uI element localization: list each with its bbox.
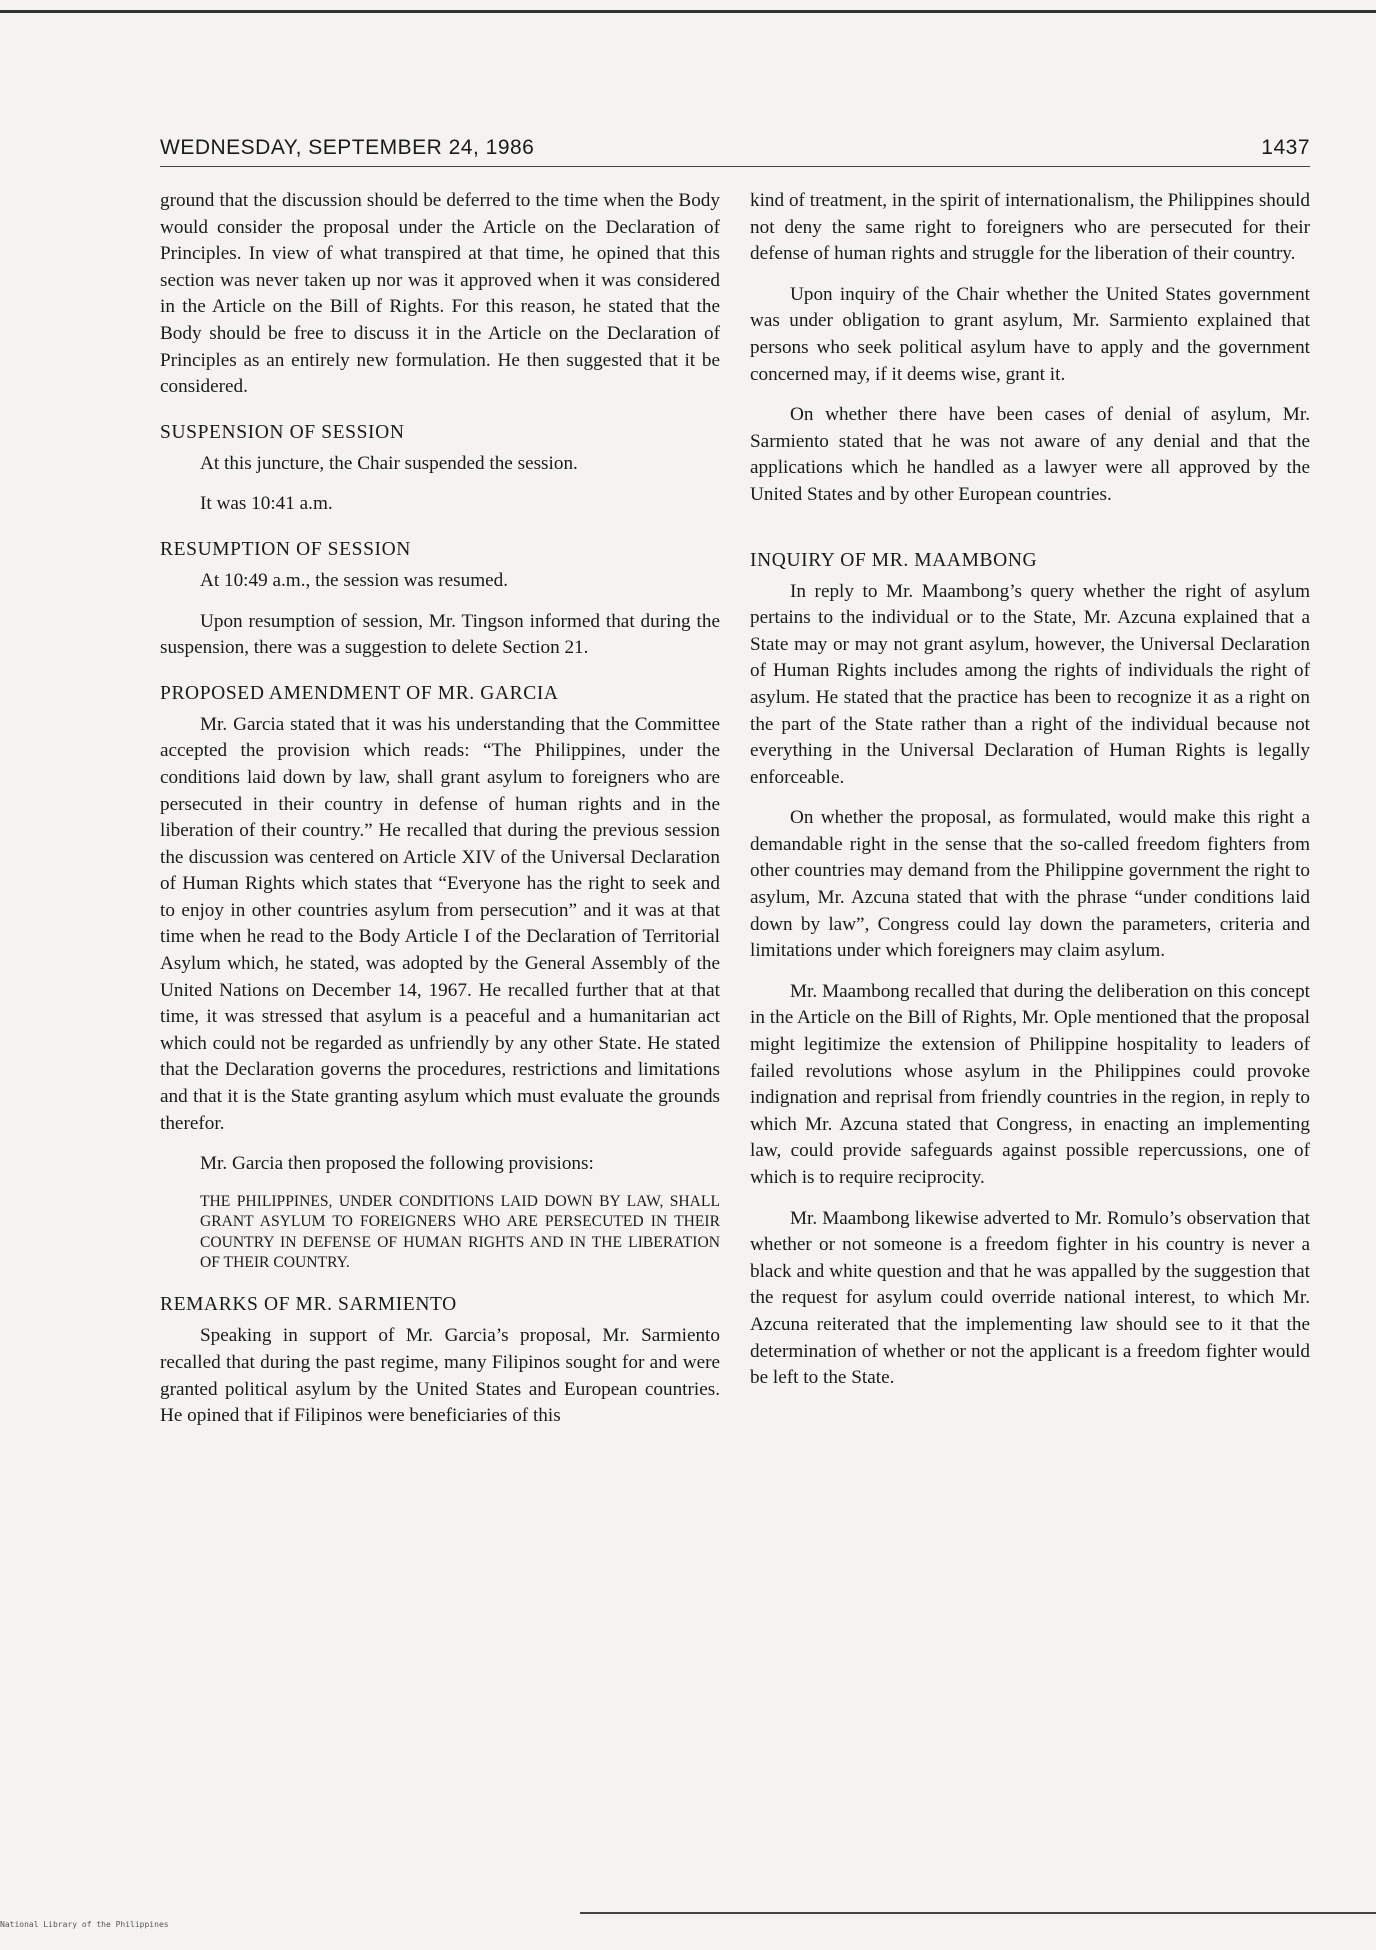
section-heading-amendment: PROPOSED AMENDMENT OF MR. GARCIA <box>160 682 559 704</box>
paragraph: Speaking in support of Mr. Garcia’s proposal, Mr. Sarmiento recalled that during the past regime, many Filipinos sought for and were granted political asylum by the United States and European countries. He opined that if Filipinos were beneficiaries of this <box>160 1325 720 1427</box>
page-number: 1437 <box>1261 136 1310 159</box>
paragraph: Mr. Maambong recalled that during the deliberation on this concept in the Article on the Bill of Rights, Mr. Ople mentioned that the proposal might legitimize the extension of Philippine hospitality to leaders of failed revolutions whose asylum in the Philippines could provoke indignation and reprisal from friendly countries in the region, in reply to which Mr. Azcuna stated that Congress, in enacting an implementing law, could provide safeguards against possible repercussions, one of which is to require reciprocity. <box>750 980 1310 1188</box>
section-heading-inquiry: INQUIRY OF MR. MAAMBONG <box>750 549 1038 571</box>
section-heading-resumption: RESUMPTION OF SESSION <box>160 538 411 560</box>
header-date: WEDNESDAY, SEPTEMBER 24, 1986 <box>160 136 535 159</box>
section-heading-suspension: SUSPENSION OF SESSION <box>160 421 405 443</box>
paragraph: Mr. Maambong likewise adverted to Mr. Romulo’s observation that whether or not someone is a freedom fighter in his country is never a black and white question and that he was appalled by the suggestion that the request for asylum could override national interest, to which Mr. Azcuna reiterated that the implementing law should see to it that the determination of whether or not the applicant is a freedom fighter would be left to the State. <box>750 1207 1310 1389</box>
right-column <box>750 188 1310 1444</box>
section-heading-remarks: REMARKS OF MR. SARMIENTO <box>160 1294 457 1316</box>
left-column <box>160 188 720 1444</box>
paragraph: At 10:49 a.m., the session was resumed. <box>200 569 509 591</box>
paragraph: In reply to Mr. Maambong’s query whether the right of asylum pertains to the individual or to the State, Mr. Azcuna explained that a State may or may not grant asylum, however, the Universal Declaration of Human Rights includes among the rights of individuals the right of asylum. He stated that the practice has been to recognize it as a right on the part of the State rather than a right of the individual because not everything in the Universal Declaration of Human Rights is legally enforceable. <box>750 580 1310 788</box>
paragraph: Upon inquiry of the Chair whether the United States government was under obligation to grant asylum, Mr. Sarmiento explained that persons who seek political asylum have to apply and the government concerned may, if it deems wise, grant it. <box>750 283 1310 385</box>
paragraph: Mr. Garcia then proposed the following provisions: <box>200 1153 594 1175</box>
paragraph: It was 10:41 a.m. <box>200 493 333 515</box>
paragraph: ground that the discussion should be deferred to the time when the Body would consider the proposal under the Article on the Declaration of Principles. In view of what transpired at that time, he opined that this section was never taken up nor was it approved when it was considered in the Article on the Bill of Rights. For this reason, he stated that the Body should be free to discuss it in the Article on the Declaration of Principles as an entirely new formulation. He then suggested that it be considered. <box>160 190 720 398</box>
bottom-rule <box>580 1912 1376 1914</box>
page-header <box>160 136 1310 167</box>
footer-watermark: National Library of the Philippines <box>0 1920 169 1929</box>
two-column-body <box>160 188 1310 1444</box>
paragraph: kind of treatment, in the spirit of internationalism, the Philippines should not deny the same right to foreigners who are persecuted for their defense of human rights and struggle for the liberation of their country. <box>750 190 1310 265</box>
paragraph: Mr. Garcia stated that it was his understanding that the Committee accepted the provision which reads: “The Philippines, under the conditions laid down by law, shall grant asylum to foreigners who are persecuted in their country in defense of human rights and in the liberation of their country.” He recalled that during the previous session the discussion was centered on Article XIV of the Universal Declaration of Human Rights which states that “Everyone has the right to seek and to enjoy in other countries asylum from persecution” and it was at that time when he read to the Body Article I of the Declaration of Territorial Asylum which, he stated, was adopted by the General Assembly of the United Nations on December 14, 1967. He recalled further that at that time, it was stressed that asylum is a peaceful and a humanitarian act which could not be regarded as unfriendly by any other State. He stated that the Declaration governs the procedures, restrictions and limitations and that it is the State granting asylum which must evaluate the grounds therefor. <box>160 713 720 1134</box>
top-rule <box>0 10 1376 13</box>
paragraph: On whether there have been cases of denial of asylum, Mr. Sarmiento stated that he was not aware of any denial and that the applications which he handled as a lawyer were all approved by the United States and by other European countries. <box>750 404 1310 505</box>
paragraph: At this juncture, the Chair suspended the session. <box>200 452 578 474</box>
proposed-provision-quote: THE PHILIPPINES, UNDER CONDITIONS LAID DOWN BY LAW, SHALL GRANT ASYLUM TO FOREIGNERS WHO ARE PERSECUTED IN THEIR COUNTRY IN DEFENSE OF HUMAN RIGHTS AND IN THE LIBERATION OF THEIR COUNTRY. <box>200 1192 720 1272</box>
paragraph: Upon resumption of session, Mr. Tingson informed that during the suspension, there was a suggestion to delete Section 21. <box>160 610 720 659</box>
paragraph: On whether the proposal, as formulated, would make this right a demandable right in the sense that the so-called freedom fighters from other countries may demand from the Philippine government the right to asylum, Mr. Azcuna stated that with the phrase “under conditions laid down by law”, Congress could lay down the parameters, criteria and limitations under which foreigners may claim asylum. <box>750 807 1310 962</box>
